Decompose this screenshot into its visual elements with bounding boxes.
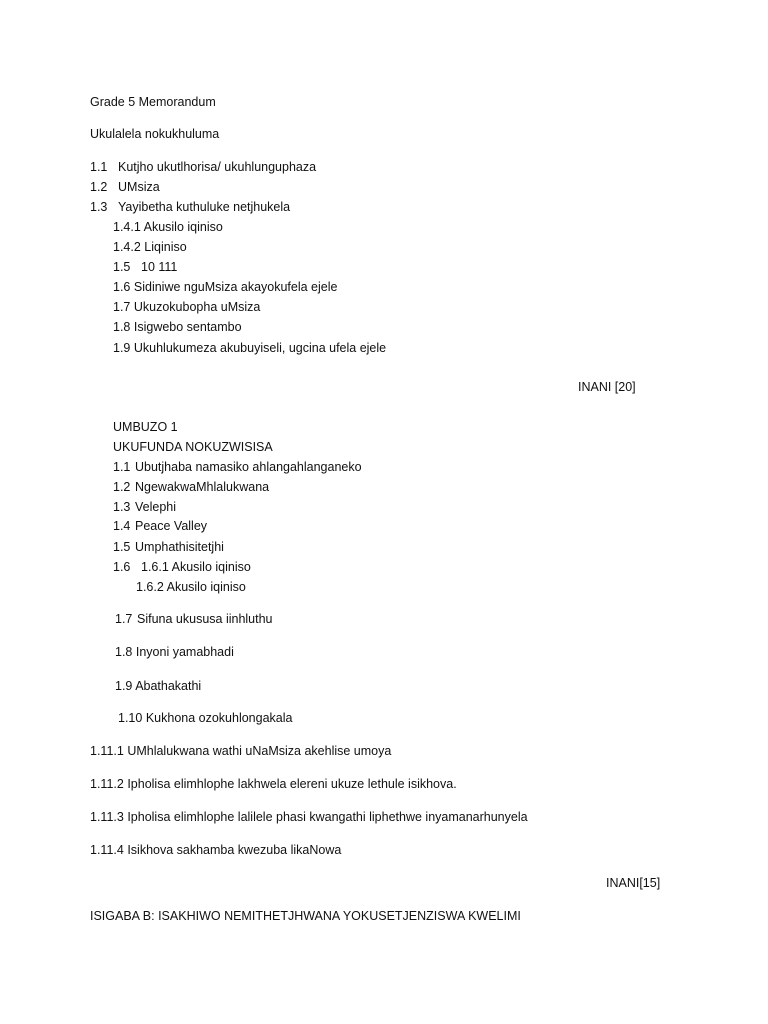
answer-line: 1.7 Ukuzokubopha uMsiza <box>113 300 261 314</box>
answer-line: 1.9 Ukuhlukumeza akubuyiseli, ugcina ufela ejele <box>113 341 387 355</box>
answer-line: 1.1 Kutjho ukutlhorisa/ ukuhlunguphaza <box>90 160 317 174</box>
answer-line: 1.11.4 Isikhova sakhamba kwezuba likaNowa <box>90 843 342 857</box>
answer-line: 1.8 Inyoni yamabhadi <box>115 645 234 659</box>
question-heading: UMBUZO 1 <box>113 420 178 434</box>
section-heading-listening: Ukulalela nokukhuluma <box>90 127 220 141</box>
question-subheading: UKUFUNDA NOKUZWISISA <box>113 440 273 454</box>
answer-line: 1.11.1 UMhlalukwana wathi uNaMsiza akehlise umoya <box>90 744 392 758</box>
answer-line: 1.4 Peace Valley <box>113 519 208 533</box>
answer-line: 1.5 Umphathisitetjhi <box>113 540 224 554</box>
total-marks: INANI [20] <box>578 380 636 394</box>
answer-line: 1.4.2 Liqiniso <box>113 240 187 254</box>
page-title: Grade 5 Memorandum <box>90 95 216 109</box>
answer-line: 1.2 UMsiza <box>90 180 160 194</box>
answer-line: 1.11.3 Ipholisa elimhlophe lalilele phasi kwangathi liphethwe inyamanarhunyela <box>90 810 528 824</box>
answer-line: 1.2 NgewakwaMhlalukwana <box>113 480 270 494</box>
answer-line: 1.3 Yayibetha kuthuluke netjhukela <box>90 200 291 214</box>
answer-line: 1.11.2 Ipholisa elimhlophe lakhwela elereni ukuze lethule isikhova. <box>90 777 457 791</box>
section-heading-b: ISIGABA B: ISAKHIWO NEMITHETJHWANA YOKUSETJENZISWA KWELIMI <box>90 909 521 923</box>
answer-line: 1.7 Sifuna ukususa iinhluthu <box>115 612 273 626</box>
answer-line: 1.8 Isigwebo sentambo <box>113 320 242 334</box>
total-marks: INANI[15] <box>606 876 661 890</box>
answer-line: 1.9 Abathakathi <box>115 679 202 693</box>
answer-line: 1.3 Velephi <box>113 500 177 514</box>
answer-line: 1.6 Sidiniwe nguMsiza akayokufela ejele <box>113 280 338 294</box>
answer-line: 1.6.2 Akusilo iqiniso <box>136 580 246 594</box>
answer-line: 1.10 Kukhona ozokuhlongakala <box>118 711 293 725</box>
answer-line: 1.6 1.6.1 Akusilo iqiniso <box>113 560 251 574</box>
answer-line: 1.1 Ubutjhaba namasiko ahlangahlanganeko <box>113 460 362 474</box>
answer-line: 1.4.1 Akusilo iqiniso <box>113 220 223 234</box>
answer-line: 1.5 10 111 <box>113 260 178 274</box>
